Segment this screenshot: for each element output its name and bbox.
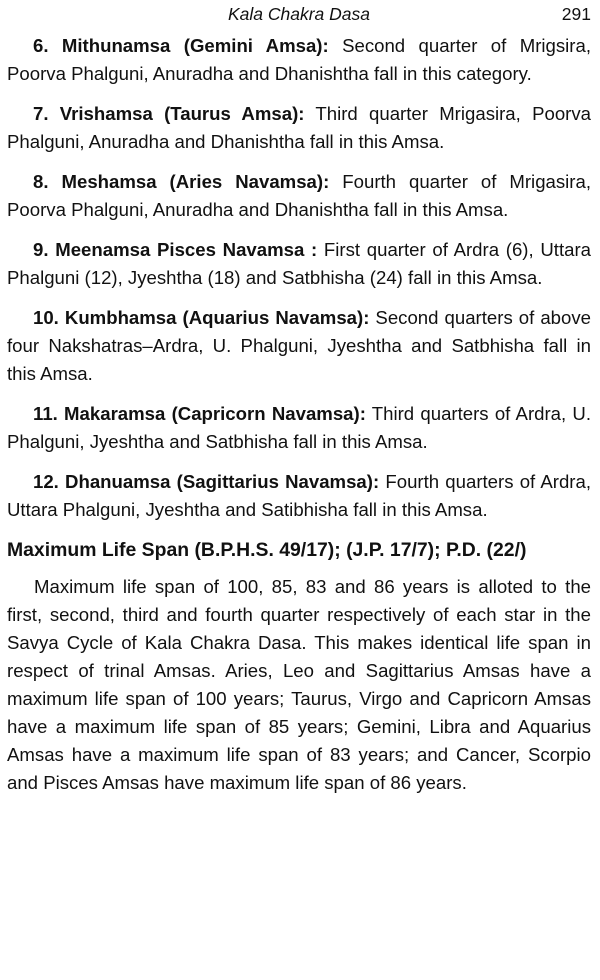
amsa-item-9 (7, 236, 591, 292)
amsa-item-heading: 6. Mithunamsa (Gemini Amsa): (33, 35, 329, 56)
section-heading: Maximum Life Span (B.P.H.S. 49/17); (J.P. 17/7); P.D. (22/) (7, 539, 527, 561)
amsa-item-text: Second quarter of Mrigsira, Poorva Phalguni, Anuradha and Dhanishtha fall in this category. (7, 35, 591, 84)
amsa-item-text: Third quarters of Ardra, U. Phalguni, Jyeshtha and Satbhisha fall in this Amsa. (7, 403, 591, 452)
running-title: Kala Chakra Dasa (227, 4, 371, 24)
amsa-item-10 (7, 304, 591, 388)
page-content (7, 32, 591, 797)
amsa-item-text: Second quarters of above four Nakshatras–Ardra, U. Phalguni, Jyeshtha and Satbhisha fall in this Amsa. (7, 307, 591, 384)
running-head (7, 2, 591, 26)
amsa-item-heading: 12. Dhanuamsa (Sagittarius Navamsa): (33, 471, 380, 492)
page-number: 291 (561, 4, 591, 24)
amsa-item-heading: 11. Makaramsa (Capricorn Navamsa): (33, 403, 366, 424)
body-paragraph: Maximum life span of 100, 85, 83 and 86 years is alloted to the first, second, third and fourth quarter respectively of each star in the Savya Cycle of Kala Chakra Dasa. This makes identical life span in respect of trinal Amsas. Aries, Leo and Sagittarius Amsas have a maximum life span of 100 years; Taurus, Virgo and Capricorn Amsas have a maximum life span of 85 years; Gemini, Libra and Aquarius Amsas have a maximum life span of 83 years; and Cancer, Scorpio and Pisces Amsas have maximum life span of 86 years. (7, 576, 591, 793)
amsa-item-heading: 8. Meshamsa (Aries Navamsa): (33, 171, 330, 192)
amsa-item-text: Third quarter Mrigasira, Poorva Phalguni, Anuradha and Dhanishtha fall in this Amsa. (7, 103, 591, 152)
amsa-item-6 (7, 32, 591, 88)
amsa-item-12 (7, 468, 591, 524)
amsa-item-8 (7, 168, 591, 224)
amsa-item-heading: 7. Vrishamsa (Taurus Amsa): (33, 103, 305, 124)
amsa-item-7 (7, 100, 591, 156)
amsa-item-text: Fourth quarter of Mrigasira, Poorva Phalguni, Anuradha and Dhanishtha fall in this Amsa. (7, 171, 591, 220)
amsa-item-11 (7, 400, 591, 456)
amsa-item-heading: 9. Meenamsa Pisces Navamsa : (33, 239, 318, 260)
amsa-item-heading: 10. Kumbhamsa (Aquarius Navamsa): (33, 307, 370, 328)
amsa-item-text: First quarter of Ardra (6), Uttara Phalguni (12), Jyeshtha (18) and Satbhisha (24) fall in this Amsa. (7, 239, 591, 288)
amsa-item-text: Fourth quarters of Ardra, Uttara Phalguni, Jyeshtha and Satibhisha fall in this Amsa. (7, 471, 592, 520)
